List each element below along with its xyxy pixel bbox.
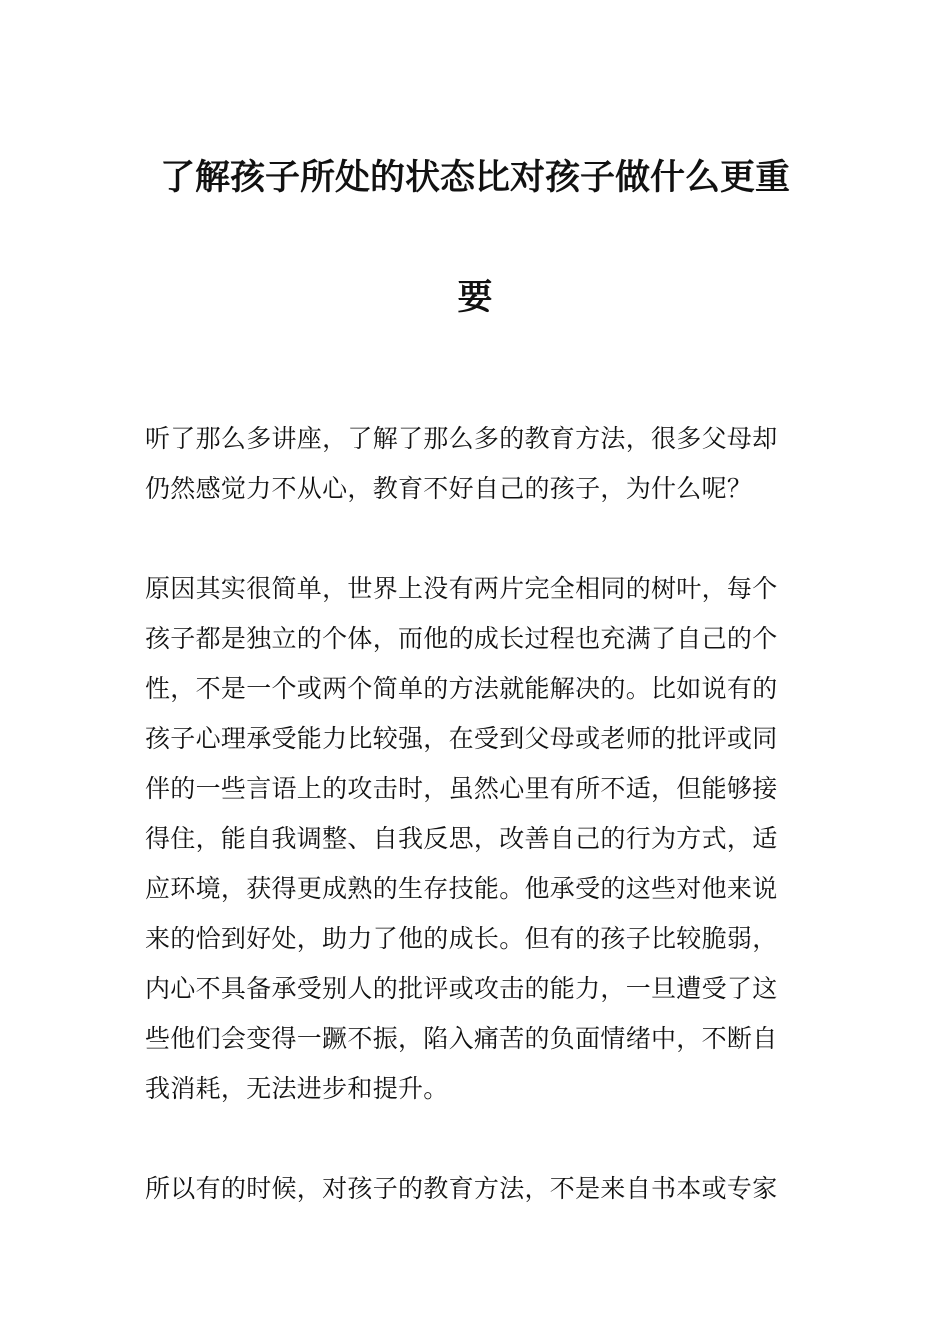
paragraph-line: 些他们会变得一蹶不振，陷入痛苦的负面情绪中，不断自 [145,1024,778,1053]
paragraph-line: 孩子都是独立的个体，而他的成长过程也充满了自己的个 [145,624,778,653]
paragraph-2 [145,564,805,1114]
paragraph-1 [145,414,805,514]
paragraph-line: 听了那么多讲座，了解了那么多的教育方法，很多父母却 [145,424,778,453]
paragraph-line: 来的恰到好处，助力了他的成长。但有的孩子比较脆弱， [145,924,778,953]
paragraph-line: 仍然感觉力不从心，教育不好自己的孩子，为什么呢？ [145,474,753,503]
document-title-line-2: 要 [457,278,493,318]
paragraph-line: 孩子心理承受能力比较强，在受到父母或老师的批评或同 [145,724,778,753]
paragraph-line: 原因其实很简单，世界上没有两片完全相同的树叶，每个 [145,574,778,603]
paragraph-spacer [145,514,805,564]
paragraph-line: 性，不是一个或两个简单的方法就能解决的。比如说有的 [145,674,778,703]
paragraph-line: 得住，能自我调整、自我反思，改善自己的行为方式，适 [145,824,778,853]
paragraph-spacer [145,1114,805,1164]
paragraph-line: 伴的一些言语上的攻击时，虽然心里有所不适，但能够接 [145,774,778,803]
document-title-line-1: 了解孩子所处的状态比对孩子做什么更重 [159,158,790,198]
paragraph-line: 内心不具备承受别人的批评或攻击的能力，一旦遭受了这 [145,974,778,1003]
paragraph-line: 应环境，获得更成熟的生存技能。他承受的这些对他来说 [145,874,778,903]
paragraph-line: 所以有的时候，对孩子的教育方法，不是来自书本或专家 [145,1174,778,1203]
paragraph-line: 我消耗，无法进步和提升。 [145,1074,449,1103]
document-body [145,414,805,1214]
paragraph-3 [145,1164,805,1214]
